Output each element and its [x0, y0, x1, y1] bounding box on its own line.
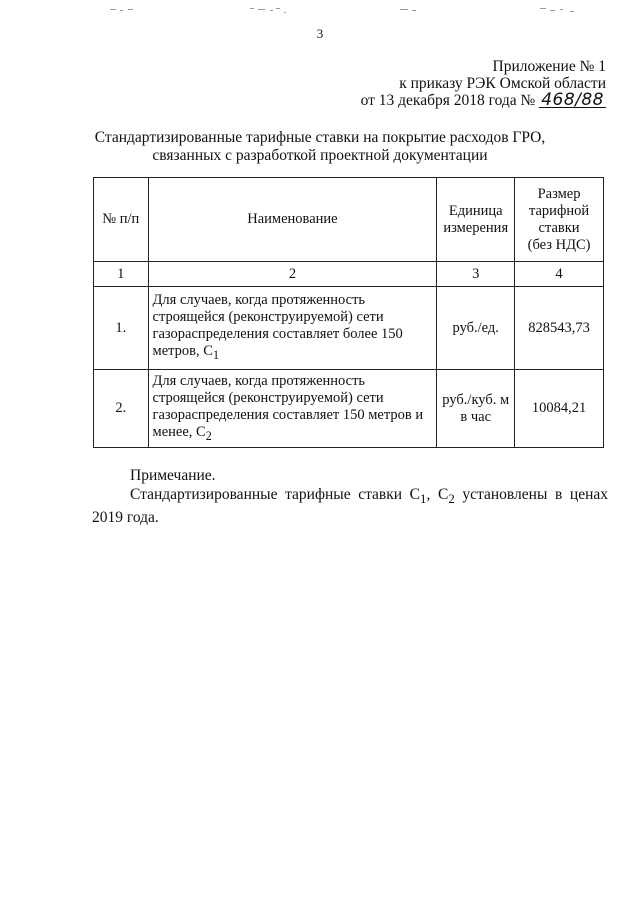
- title-line-1: Стандартизированные тарифные ставки на покрытие расходов ГРО,: [94, 129, 546, 146]
- scan-noise: [100, 4, 600, 16]
- appendix-date: от 13 декабря 2018 года №: [360, 92, 536, 109]
- row-number: 2.: [94, 370, 149, 448]
- table-row: [94, 287, 604, 370]
- row-name: Для случаев, когда протяженность строящейся (реконструируемой) сети газораспределения составляет более 150 метров, $С_1$: [148, 287, 437, 370]
- column-number-row: [94, 262, 604, 287]
- row-unit: руб./куб. м в час: [437, 370, 515, 448]
- header-number: № п/п: [94, 178, 149, 262]
- appendix-line-2: к приказу РЭК Омской области: [399, 75, 606, 92]
- row-unit: руб./ед.: [437, 287, 515, 370]
- note-block: [92, 466, 608, 527]
- table-row: [94, 370, 604, 448]
- table-header-row: [94, 178, 604, 262]
- appendix-line-3: [361, 92, 606, 109]
- appendix-line-1: Приложение № 1: [492, 58, 606, 75]
- column-number: 4: [515, 262, 604, 287]
- appendix-header: [361, 58, 606, 109]
- row-rate: 10084,21: [515, 370, 604, 448]
- header-unit: Единица измерения: [437, 178, 515, 262]
- header-name: Наименование: [148, 178, 437, 262]
- tariff-table: [93, 177, 604, 448]
- order-number-handwritten: 468/88: [541, 90, 604, 110]
- row-rate: 828543,73: [515, 287, 604, 370]
- row-name: Для случаев, когда протяженность строящейся (реконструируемой) сети газораспределения составляет 150 метров и менее, $С_2$: [148, 370, 437, 448]
- document-title: [0, 129, 640, 165]
- title-line-2: связанных с разработкой проектной документации: [152, 147, 488, 164]
- column-number: 3: [437, 262, 515, 287]
- page-number: 3: [316, 26, 324, 41]
- note-text: Стандартизированные тарифные ставки $С_1$, $С_2$ установлены в ценах 2019 года.: [92, 486, 609, 527]
- header-rate: Размер тарифной ставки (без НДС): [515, 178, 604, 262]
- column-number: 1: [94, 262, 149, 287]
- column-number: 2: [148, 262, 437, 287]
- row-number: 1.: [94, 287, 149, 370]
- note-label: Примечание.: [130, 467, 216, 484]
